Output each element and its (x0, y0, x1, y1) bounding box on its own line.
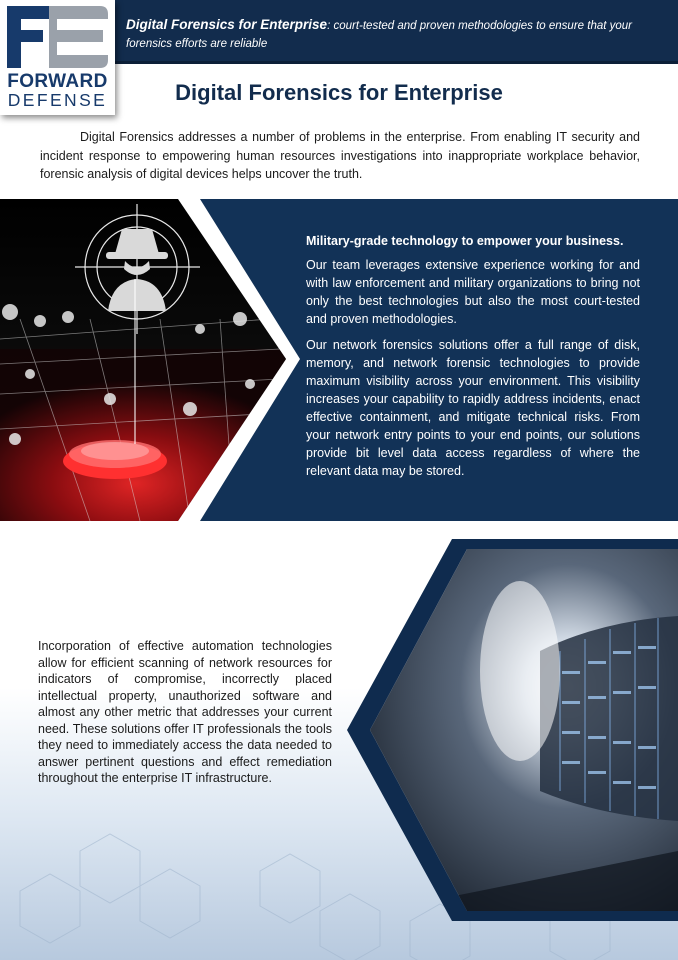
network-illustration (0, 199, 300, 521)
header-tagline-bold: Digital Forensics for Enterprise (126, 17, 328, 32)
intro-paragraph: Digital Forensics addresses a number of problems in the enterprise. From enabling IT security and incident response to empowering human resources investigations into inappropriate workplace behavior, forensic analysis of digital devices helps uncover the truth. (40, 130, 640, 181)
automation-paragraph: Incorporation of effective automation technologies allow for efficient scanning of network resources for indicators of compromise, incorrectly placed intellectual property, unauthorized software and almost any other metric that addresses your current need. These solutions offer IT professionals the tools they need to immediately access the data needed to answer pertinent questions and effect remediation throughout the enterprise IT infrastructure. (38, 639, 332, 785)
logo-mark-icon (5, 4, 110, 70)
technology-band (0, 199, 678, 521)
technology-paragraph-2: Our network forensics solutions offer a full range of disk, memory, and network forensic technologies to provide maximum visibility across your environment. This visibility increases your capability to rapidly address incidents, enact effective containment, and mitigate technical risks. From your network entry points to your end points, our solutions provide bit level data access regardless of where the relevant data may be stored. (306, 338, 640, 478)
logo-word-defense: DEFENSE (7, 90, 108, 110)
page-title: Digital Forensics for Enterprise (175, 80, 503, 105)
technology-text (306, 232, 640, 488)
technology-heading: Military-grade technology to empower your business. (306, 234, 624, 248)
header-tagline-rest: : court-tested and proven methodologies to ensure that your forensics efforts are reliable (126, 20, 632, 50)
header-tagline (126, 16, 666, 53)
automation-section (0, 521, 678, 960)
logo-word-forward: FORWARD (7, 71, 108, 92)
technology-paragraph-1: Our team leverages extensive experience working for and with law enforcement and military organizations to bring not only the best technologies but also the most court-tested and proven methodologies. (306, 258, 640, 326)
